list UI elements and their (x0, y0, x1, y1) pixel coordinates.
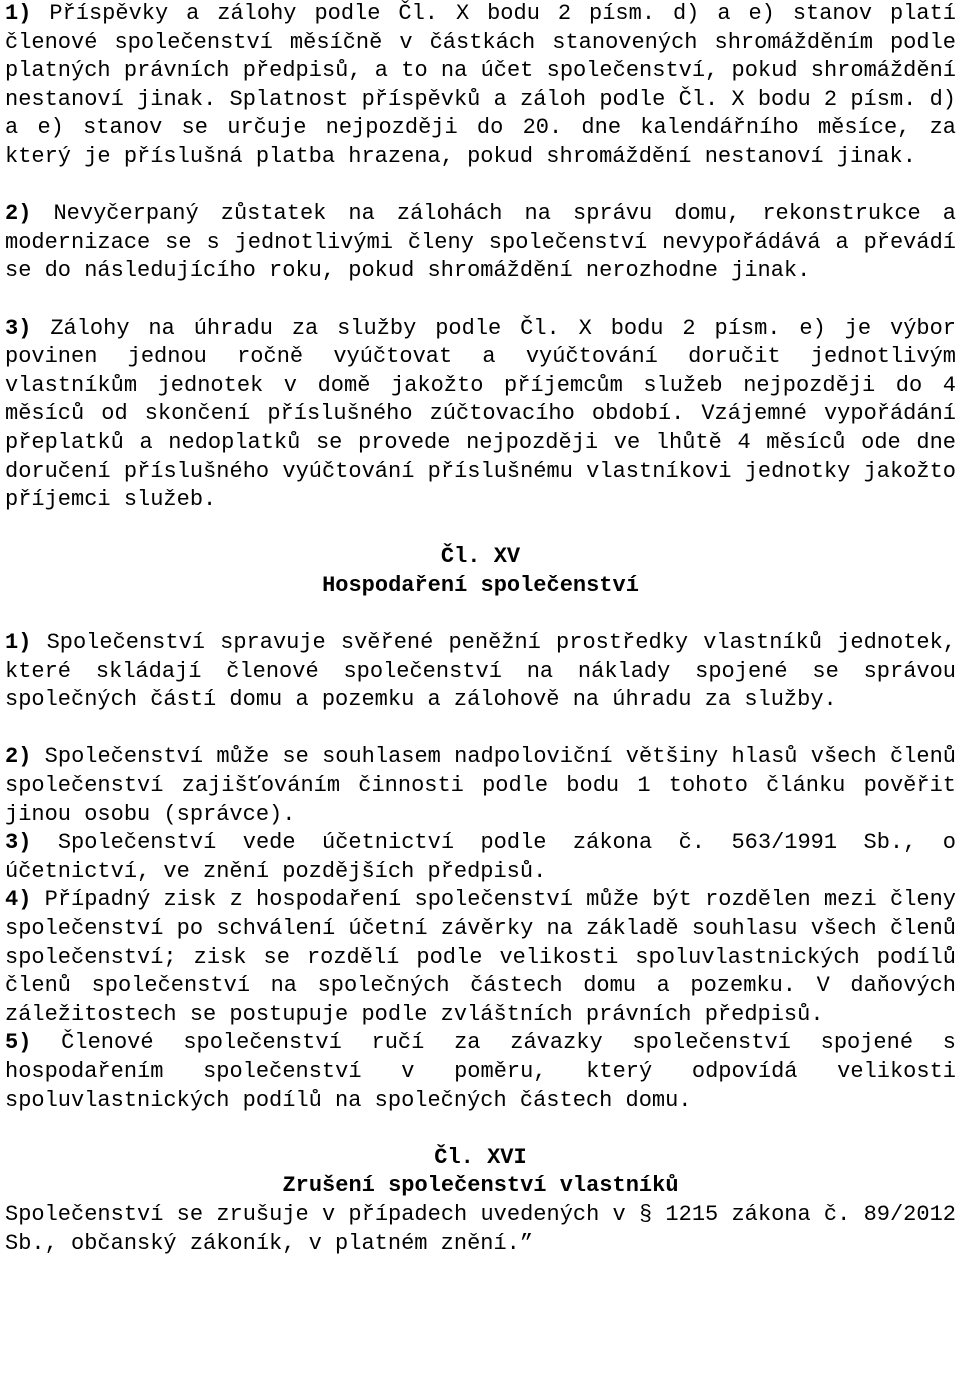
paragraph-number: 3) (5, 830, 32, 856)
xv-paragraph-3 (5, 829, 956, 886)
paragraph-text: Nevyčerpaný zůstatek na zálohách na správu domu, rekonstrukce a modernizace se s jednotlivými členy společenství nevypořádává a převádí se do následujícího roku, pokud shromáždění nerozhodne jinak. (5, 201, 956, 284)
paragraph-text: Příspěvky a zálohy podle Čl. X bodu 2 písm. d) a e) stanov platí členové společenství měsíčně v částkách stanovených shromážděním podle platných právních předpisů, a to na účet společenství, pokud shromáždění nestanoví jinak. Splatnost příspěvků a záloh podle Čl. X bodu 2 písm. d) a e) stanov se určuje nejpozději do 20. dne kalendářního měsíce, za který je příslušná platba hrazena, pokud shromáždění nestanoví jinak. (5, 1, 957, 169)
paragraph-text: Společenství vede účetnictví podle zákona č. 563/1991 Sb., o účetnictví, ve znění pozdějších předpisů. (5, 830, 956, 884)
paragraph-number: 5) (5, 1030, 32, 1056)
paragraph-number: 4) (5, 887, 32, 913)
xv-paragraph-4 (5, 886, 956, 1029)
article-xvi-title: Zrušení společenství vlastníků (282, 1173, 679, 1199)
paragraph-3 (5, 315, 956, 515)
paragraph-number: 3) (5, 315, 32, 341)
paragraph-number: 1) (5, 1, 32, 26)
paragraph-text: Případný zisk z hospodaření společenství může být rozdělen mezi členy společenství po schválení účetní závěrky na základě souhlasu všech členů společenství; zisk se rozdělí podle velikosti spoluvlastnických podílů členů společenství na společných částech domu a pozemku. V daňových záležitostech se postupuje podle zvláštních právních předpisů. (5, 887, 956, 1027)
paragraph-number: 2) (5, 201, 32, 227)
paragraph-number: 2) (5, 744, 32, 770)
article-xv-title: Hospodaření společenství (322, 572, 639, 598)
xv-paragraph-5 (5, 1029, 956, 1115)
xvi-paragraph: Společenství se zrušuje v případech uvedených v § 1215 zákona č. 89/2012 Sb., občanský zákoník, v platném znění.” (5, 1201, 956, 1256)
paragraph-1 (5, 0, 956, 172)
xv-paragraph-1 (5, 629, 956, 715)
xv-paragraph-2 (5, 743, 956, 829)
paragraph-text: Zálohy na úhradu za služby podle Čl. X bodu 2 písm. e) je výbor povinen jednou ročně vyúčtovat a vyúčtování doručit jednotlivým vlastníkům jednotek v domě jakožto příjemcům služeb nejpozději do 4 měsíců od skončení příslušného zúčtovacího období. Vzájemné vypořádání přeplatků a nedoplatků se provede nejpozději ve lhůtě 4 měsíců ode dne doručení příslušného vyúčtování příslušnému vlastníkovi jednotky jakožto příjemci služeb. (5, 315, 956, 513)
paragraph-text: Členové společenství ručí za závazky společenství spojené s hospodařením společenství v poměru, který odpovídá velikosti spoluvlastnických podílů na společných částech domu. (5, 1030, 956, 1113)
article-xv-number: Čl. XV (440, 544, 521, 570)
paragraph-2 (5, 200, 956, 286)
paragraph-number: 1) (5, 630, 32, 656)
paragraph-text: Společenství spravuje svěřené peněžní prostředky vlastníků jednotek, které skládají členové společenství na náklady spojené se správou společných částí domu a pozemku a zálohově na úhradu za služby. (5, 630, 957, 713)
paragraph-text: Společenství může se souhlasem nadpoloviční většiny hlasů všech členů společenství zajišťováním činnosti podle bodu 1 tohoto článku pověřit jinou osobu (správce). (5, 744, 957, 827)
article-xvi-number: Čl. XVI (434, 1144, 527, 1170)
